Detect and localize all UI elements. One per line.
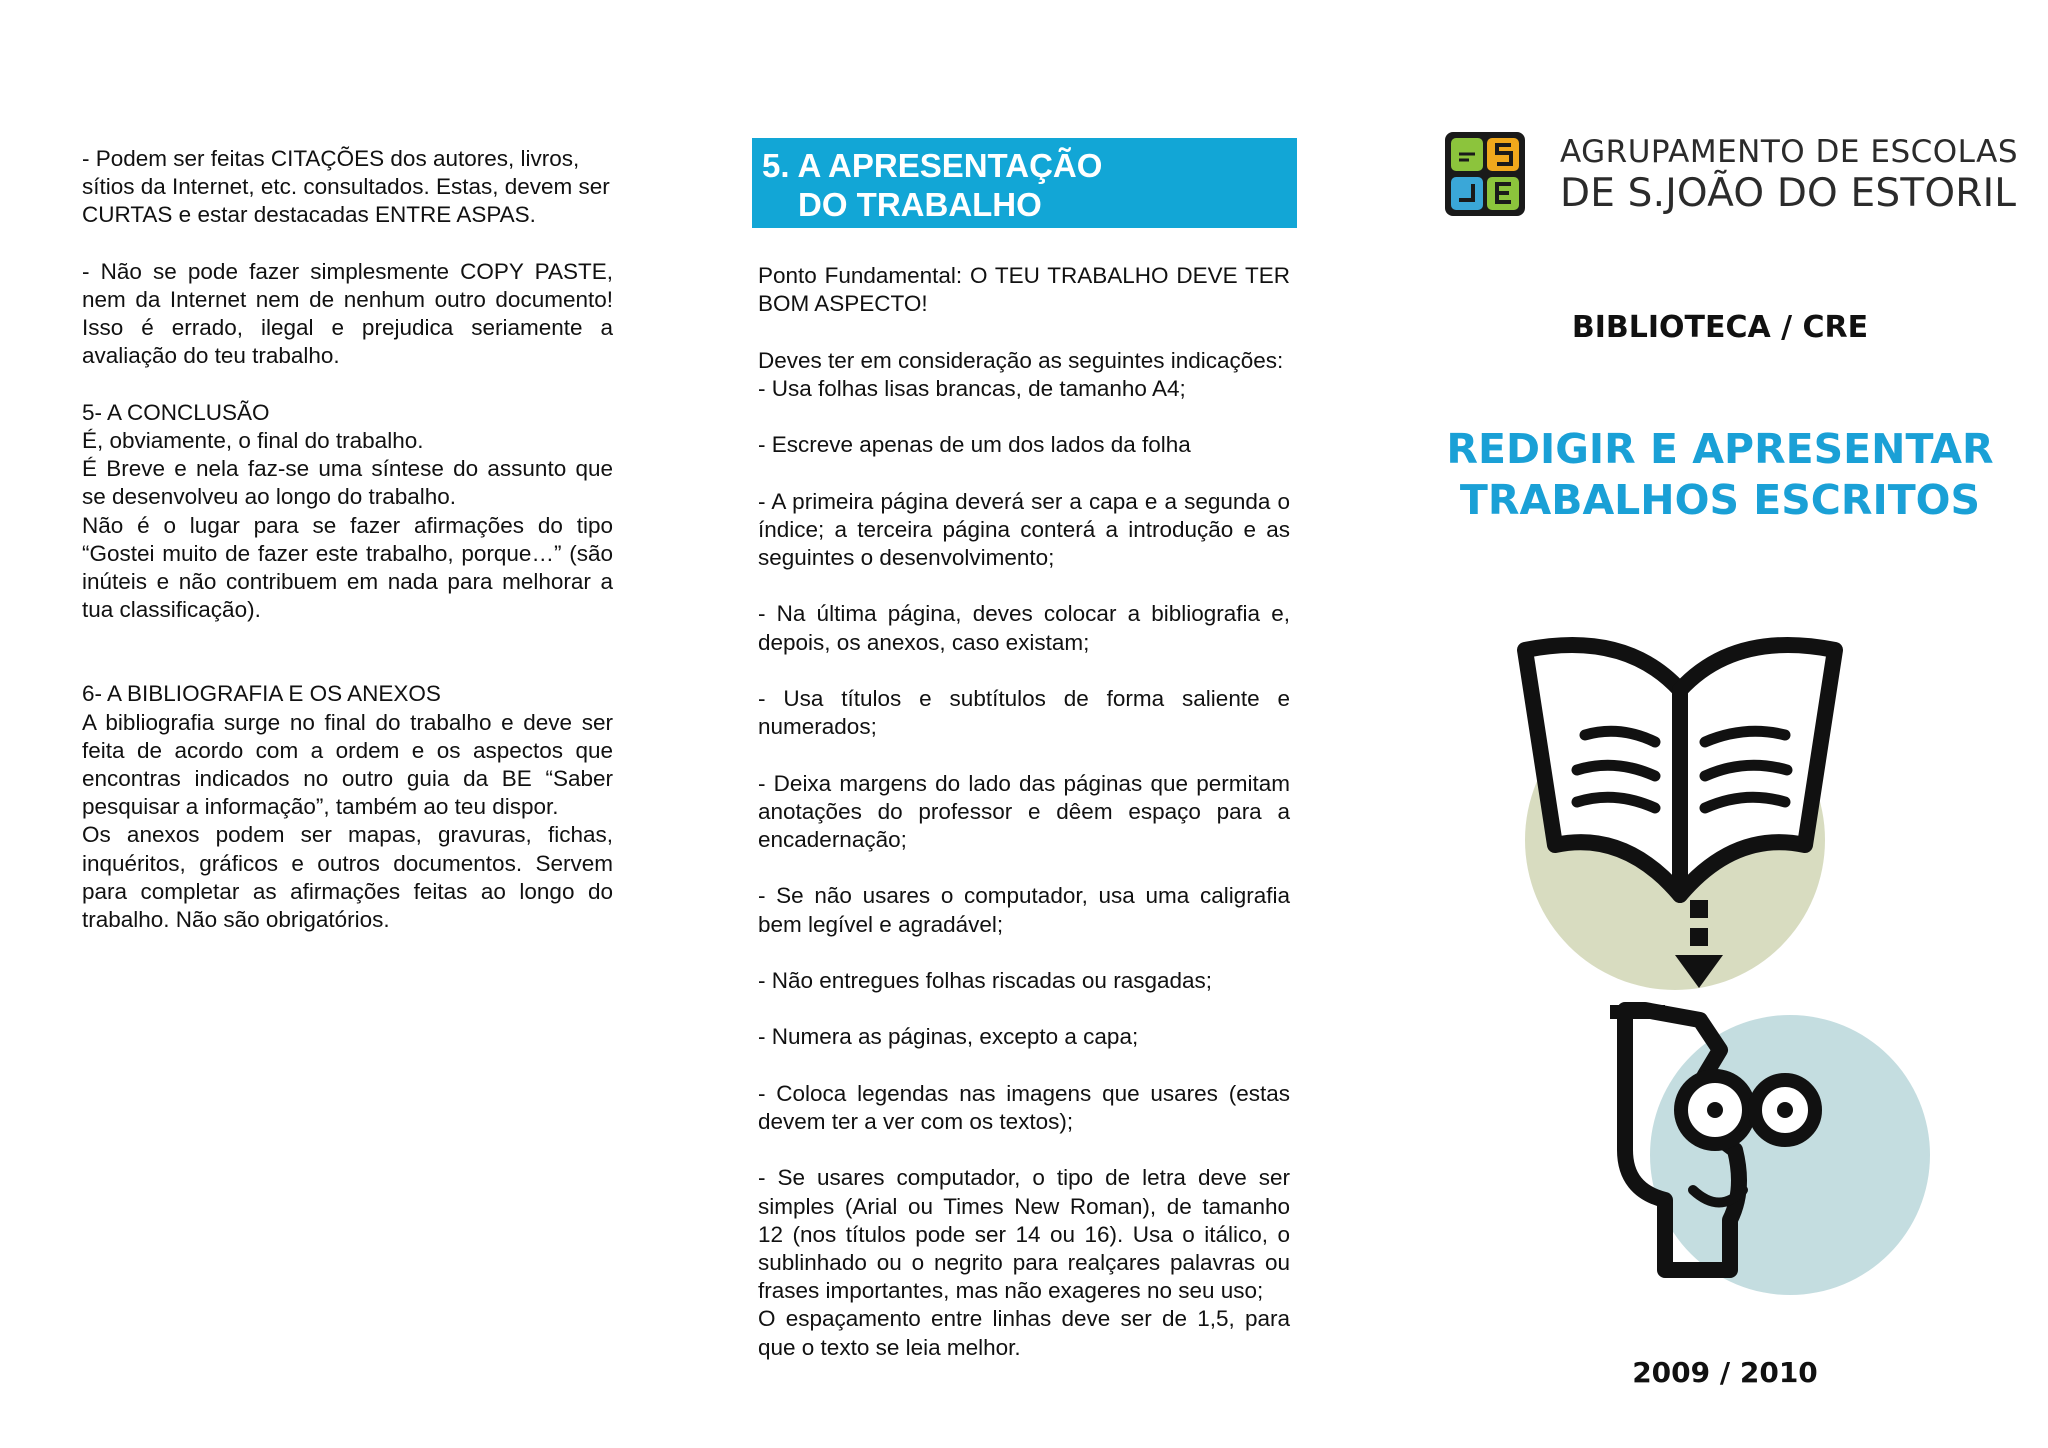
list-item: - A primeira página deverá ser a capa e a segunda o índice; a terceira página conterá a introdução e as seguintes o desenvolvimento; [758,488,1290,570]
bibliography-heading: 6- A BIBLIOGRAFIA E OS ANEXOS [82,681,441,707]
list-item: - Não entregues folhas riscadas ou rasgadas; [758,967,1213,993]
conclusion-line-1: É, obviamente, o final do trabalho. [82,428,424,453]
school-name [1560,133,2018,217]
list-item: - Se usares computador, o tipo de letra deve ser simples (Arial ou Times New Roman), de tamanho 12 (nos títulos pode ser 14 ou 16). Usa o itálico, o sublinhado ou o negrito para realçares palavras ou frases importantes, mas não exageres no seu uso; [758,1165,1290,1304]
citations-paragraph: - Podem ser feitas CITAÇÕES dos autores, livros, sítios da Internet, etc. consultados. Estas, devem ser CURTAS e estar destacadas ENTRE ASPAS. [82,146,610,228]
intro-paragraph: Ponto Fundamental: O TEU TRABALHO DEVE TER BOM ASPECTO! [758,263,1290,317]
annexes-paragraph: Os anexos podem ser mapas, gravuras, fichas, inquéritos, gráficos e outros documentos. Servem para completar as afirmações feitas ao longo do trabalho. Não são obrigatórios. [82,822,613,933]
list-item: O espaçamento entre linhas deve ser de 1,5, para que o texto se leia melhor. [758,1306,1290,1360]
left-column [82,145,613,934]
section-header [752,138,1297,228]
bibliography-paragraph: A bibliografia surge no final do trabalho e deve ser feita de acordo com a ordem e os aspectos que encontras indicados no outro guia da BE “Saber pesquisar a informação”, também ao teu dispor. [82,709,613,820]
section-title-line-2: DO TRABALHO [798,186,1042,223]
school-name-line-2: DE S.JOÃO DO ESTORIL [1560,171,2017,216]
list-item: - Na última página, deves colocar a bibliografia e, depois, os anexos, caso existam; [758,601,1290,655]
copy-paste-paragraph: - Não se pode fazer simplesmente COPY PASTE, nem da Internet nem de nenhum outro documento! Isso é errado, ilegal e prejudica seriamente a avaliação do teu trabalho. [82,258,613,369]
list-item: - Coloca legendas nas imagens que usares (estas devem ter a ver com os textos); [758,1080,1290,1134]
list-item: - Numera as páginas, excepto a capa; [758,1024,1139,1050]
list-item: - Usa títulos e subtítulos de forma saliente e numerados; [758,685,1290,740]
list-item: - Deixa margens do lado das páginas que permitam anotações do professor e dêem espaço para a encadernação; [758,770,1290,852]
school-name-line-1: AGRUPAMENTO DE ESCOLAS [1560,134,2019,170]
middle-column [758,262,1290,1362]
book-to-head-reading-icon [1515,630,1935,1320]
school-year: 2009 / 2010 [1632,1356,1818,1389]
brochure-title-line-1: REDIGIR E APRESENTAR [1446,425,1994,473]
brochure-title [1420,424,2020,526]
conclusion-line-3: Não é o lugar para se fazer afirmações do tipo “Gostei muito de fazer este trabalho, porque…” (são inúteis e não contribuem em nada para melhorar a tua classificação). [82,512,613,623]
section-title-line-1: 5. A APRESENTAÇÃO [762,147,1103,184]
list-item: - Se não usares o computador, usa uma caligrafia bem legível e agradável; [758,883,1290,937]
school-logo-grid-icon [1445,132,1525,216]
lead-paragraph: Deves ter em consideração as seguintes indicações: [758,347,1284,373]
conclusion-line-2: É Breve e nela faz-se uma síntese do assunto que se desenvolveu ao longo do trabalho. [82,456,613,510]
conclusion-heading: 5- A CONCLUSÃO [82,399,270,425]
library-label: BIBLIOTECA / CRE [1571,310,1869,345]
brochure-title-line-2: TRABALHOS ESCRITOS [1459,476,1981,524]
list-item: - Usa folhas lisas brancas, de tamanho A4; [758,375,1186,401]
list-item: - Escreve apenas de um dos lados da folha [758,432,1191,458]
